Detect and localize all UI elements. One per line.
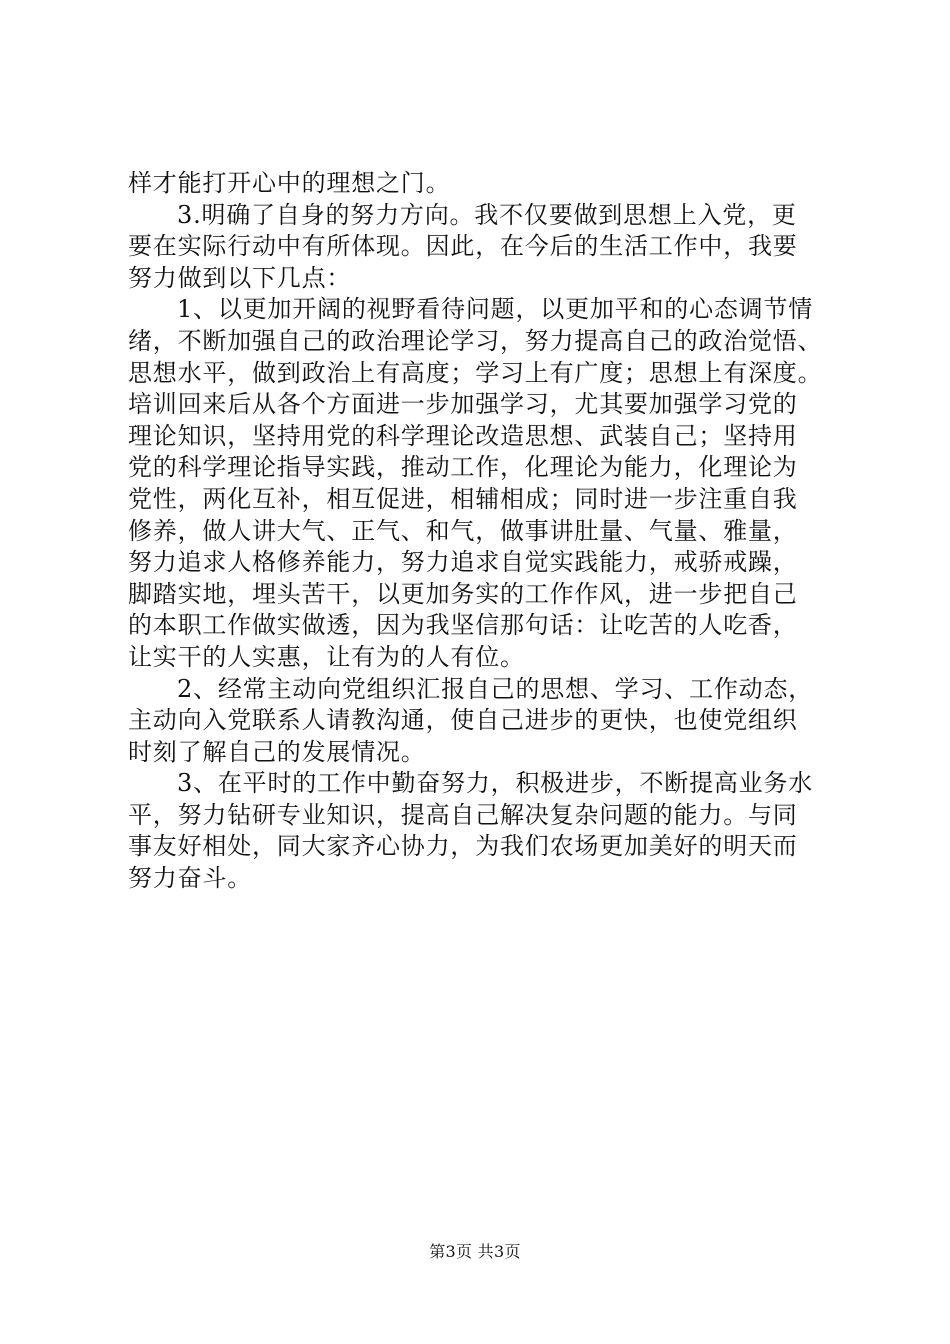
text-line: 事友好相处，同大家齐心协力，为我们农场更加美好的明天而 [128, 832, 798, 861]
paragraph-start-line: 3.明确了自身的努力方向。我不仅要做到思想上入党，更 [177, 200, 797, 229]
text-line: 培训回来后从各个方面进一步加强学习，尤其要加强学习党的 [128, 390, 798, 419]
text-line: 平，努力钻研专业知识，提高自己解决复杂问题的能力。与同 [128, 800, 798, 829]
text-line: 党的科学理论指导实践，推动工作，化理论为能力，化理论为 [128, 453, 798, 482]
text-line: 努力做到以下几点： [128, 263, 352, 292]
page-footer: 第3页 共3页 [429, 1242, 521, 1261]
text-line: 主动向入党联系人请教沟通，使自己进步的更快，也使党组织 [128, 706, 798, 735]
text-line: 理论知识，坚持用党的科学理论改造思想、武装自己；坚持用 [128, 421, 798, 450]
text-line: 的本职工作做实做透，因为我坚信那句话：让吃苦的人吃香， [128, 611, 798, 640]
paragraph-start-line: 2、经常主动向党组织汇报自己的思想、学习、工作动态， [177, 674, 814, 703]
text-line: 努力追求人格修养能力，努力追求自觉实践能力，戒骄戒躁， [128, 548, 798, 577]
document-body [128, 168, 848, 895]
text-line: 让实干的人实惠，让有为的人有位。 [128, 642, 525, 671]
text-line: 修养，做人讲大气、正气、和气，做事讲肚量、气量、雅量， [128, 516, 798, 545]
text-line: 努力奋斗。 [128, 864, 252, 893]
text-line: 脚踏实地，埋头苦干，以更加务实的工作作风，进一步把自己 [128, 579, 798, 608]
text-line: 党性，两化互补，相互促进，相辅相成；同时进一步注重自我 [128, 484, 798, 513]
text-line: 思想水平，做到政治上有高度；学习上有广度；思想上有深度。 [128, 358, 823, 387]
text-line: 样才能打开心中的理想之门。 [128, 169, 451, 197]
paragraph-start-line: 3、在平时的工作中勤奋努力，积极进步，不断提高业务水 [177, 769, 814, 798]
text-line: 要在实际行动中有所体现。因此，在今后的生活工作中，我要 [128, 232, 798, 261]
text-line: 绪，不断加强自己的政治理论学习，努力提高自己的政治觉悟、 [128, 326, 823, 355]
text-line: 时刻了解自己的发展情况。 [128, 737, 426, 766]
paragraph-start-line: 1、以更加开阔的视野看待问题，以更加平和的心态调节情 [177, 295, 814, 324]
